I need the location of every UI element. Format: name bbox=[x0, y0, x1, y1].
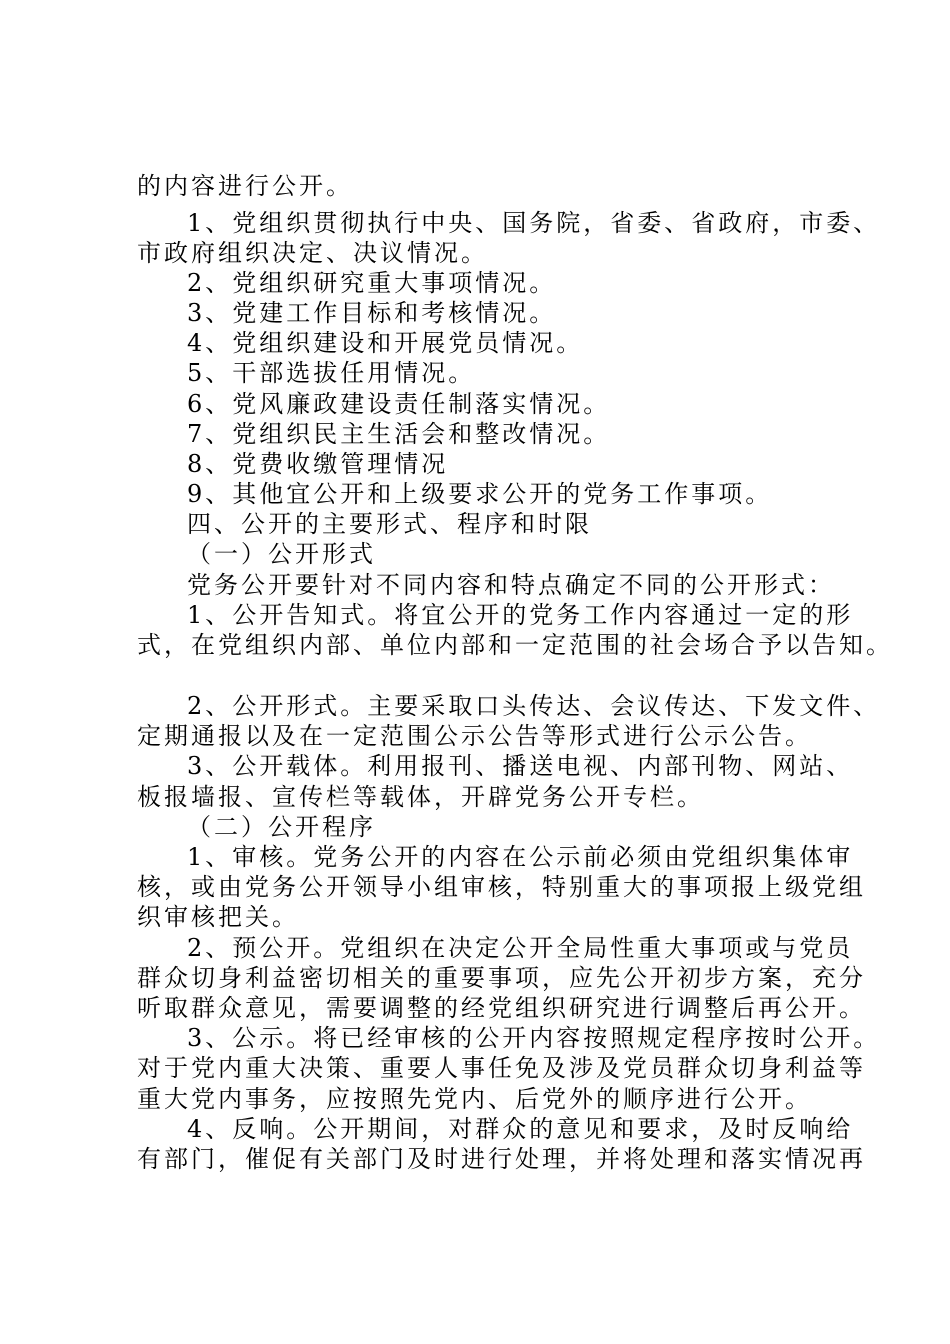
list-item-9: 9、其他宜公开和上级要求公开的党务工作事项。 bbox=[187, 480, 773, 508]
list-item-1: 1、党组织贯彻执行中央、国务院，省委、省政府，市委、 bbox=[187, 209, 881, 237]
list-item-2: 2、党组织研究重大事项情况。 bbox=[187, 269, 557, 297]
text-line: 有部门，催促有关部门及时进行处理，并将处理和落实情况再 bbox=[137, 1145, 866, 1173]
section-heading: 四、公开的主要形式、程序和时限 bbox=[187, 510, 592, 538]
paragraph: 3、公示。将已经审核的公开内容按照规定程序按时公开。 bbox=[187, 1024, 881, 1052]
paragraph: 党务公开要针对不同内容和特点确定不同的公开形式： bbox=[187, 571, 835, 599]
text-line: 定期通报以及在一定范围公示公告等形式进行公示公告。 bbox=[137, 722, 812, 750]
paragraph: 3、公开载体。利用报刊、播送电视、内部刊物、网站、 bbox=[187, 752, 854, 780]
text-line: 的内容进行公开。 bbox=[137, 172, 353, 200]
text-line: 核，或由党务公开领导小组审核，特别重大的事项报上级党组 bbox=[137, 873, 866, 901]
subsection-heading: （一）公开形式 bbox=[187, 540, 376, 568]
list-item-8: 8、党费收缴管理情况 bbox=[187, 450, 449, 478]
text-line: 重大党内事务，应按照先党内、后党外的顺序进行公开。 bbox=[137, 1085, 812, 1113]
text-line: 织审核把关。 bbox=[137, 903, 299, 931]
paragraph: 2、预公开。党组织在决定公开全局性重大事项或与党员 bbox=[187, 934, 854, 962]
subsection-heading: （二）公开程序 bbox=[187, 813, 376, 841]
list-item-5: 5、干部选拔任用情况。 bbox=[187, 359, 476, 387]
list-item-3: 3、党建工作目标和考核情况。 bbox=[187, 299, 557, 327]
text-line: 板报墙报、宣传栏等载体，开辟党务公开专栏。 bbox=[137, 783, 704, 811]
text-line: 群众切身利益密切相关的重要事项，应先公开初步方案，充分 bbox=[137, 964, 866, 992]
paragraph: 1、公开告知式。将宜公开的党务工作内容通过一定的形 bbox=[187, 601, 854, 629]
text-line: 市政府组织决定、决议情况。 bbox=[137, 239, 488, 267]
paragraph: 4、反响。公开期间，对群众的意见和要求，及时反响给 bbox=[187, 1115, 854, 1143]
list-item-6: 6、党风廉政建设责任制落实情况。 bbox=[187, 390, 611, 418]
text-line: 对于党内重大决策、重要人事任免及涉及党员群众切身利益等 bbox=[137, 1054, 866, 1082]
list-item-4: 4、党组织建设和开展党员情况。 bbox=[187, 329, 584, 357]
text-line: 听取群众意见，需要调整的经党组织研究进行调整后再公开。 bbox=[137, 994, 866, 1022]
list-item-7: 7、党组织民主生活会和整改情况。 bbox=[187, 420, 611, 448]
paragraph: 2、公开形式。主要采取口头传达、会议传达、下发文件、 bbox=[187, 692, 881, 720]
paragraph: 1、审核。党务公开的内容在公示前必须由党组织集体审 bbox=[187, 843, 854, 871]
text-line: 式，在党组织内部、单位内部和一定范围的社会场合予以告知。 bbox=[137, 631, 893, 659]
